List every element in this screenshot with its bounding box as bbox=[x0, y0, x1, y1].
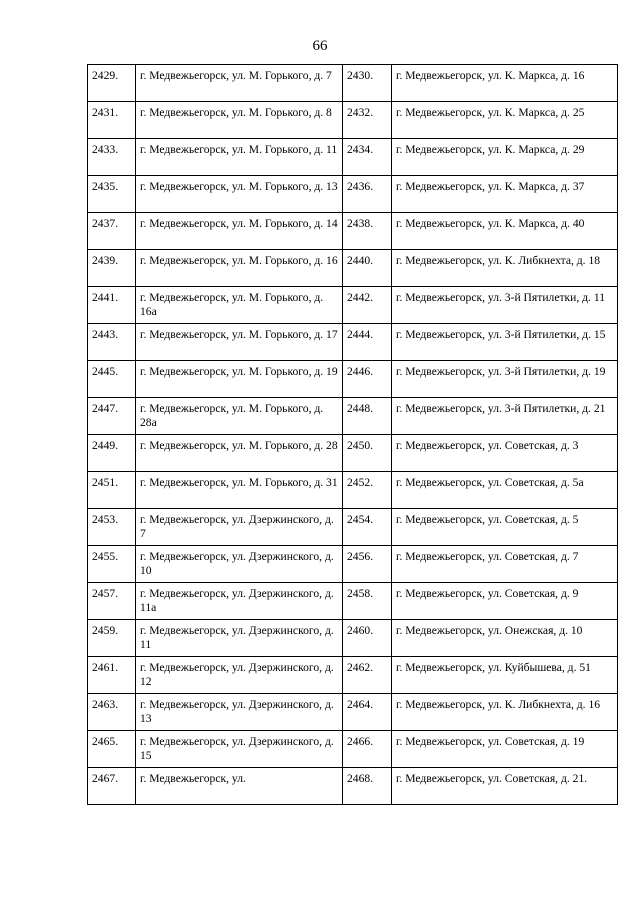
entry-number-left: 2461. bbox=[88, 657, 136, 694]
address-left: г. Медвежьегорск, ул. М. Горького, д. 19 bbox=[136, 361, 343, 398]
entry-number-right: 2448. bbox=[343, 398, 392, 435]
table-row bbox=[88, 472, 618, 509]
entry-number-right: 2468. bbox=[343, 768, 392, 805]
entry-number-left: 2467. bbox=[88, 768, 136, 805]
table-row bbox=[88, 65, 618, 102]
entry-number-right: 2436. bbox=[343, 176, 392, 213]
table-row bbox=[88, 361, 618, 398]
entry-number-right: 2446. bbox=[343, 361, 392, 398]
entry-number-right: 2438. bbox=[343, 213, 392, 250]
entry-number-left: 2457. bbox=[88, 583, 136, 620]
entry-number-left: 2443. bbox=[88, 324, 136, 361]
entry-number-right: 2442. bbox=[343, 287, 392, 324]
entry-number-right: 2464. bbox=[343, 694, 392, 731]
entry-number-left: 2449. bbox=[88, 435, 136, 472]
address-left: г. Медвежьегорск, ул. М. Горького, д. 8 bbox=[136, 102, 343, 139]
table-row bbox=[88, 102, 618, 139]
address-right: г. Медвежьегорск, ул. К. Либкнехта, д. 18 bbox=[392, 250, 618, 287]
table-row bbox=[88, 768, 618, 805]
entry-number-right: 2444. bbox=[343, 324, 392, 361]
table-row bbox=[88, 139, 618, 176]
address-left: г. Медвежьегорск, ул. М. Горького, д. 13 bbox=[136, 176, 343, 213]
address-right: г. Медвежьегорск, ул. К. Маркса, д. 29 bbox=[392, 139, 618, 176]
address-left: г. Медвежьегорск, ул. Дзержинского, д. 11 bbox=[136, 620, 343, 657]
address-left: г. Медвежьегорск, ул. М. Горького, д. 28 bbox=[136, 435, 343, 472]
address-left: г. Медвежьегорск, ул. Дзержинского, д. 11а bbox=[136, 583, 343, 620]
entry-number-left: 2437. bbox=[88, 213, 136, 250]
address-left: г. Медвежьегорск, ул. М. Горького, д. 7 bbox=[136, 65, 343, 102]
entry-number-right: 2430. bbox=[343, 65, 392, 102]
entry-number-right: 2440. bbox=[343, 250, 392, 287]
address-right: г. Медвежьегорск, ул. Советская, д. 5а bbox=[392, 472, 618, 509]
address-right: г. Медвежьегорск, ул. Советская, д. 21. bbox=[392, 768, 618, 805]
table-row bbox=[88, 398, 618, 435]
address-table bbox=[87, 64, 618, 805]
address-right: г. Медвежьегорск, ул. Советская, д. 19 bbox=[392, 731, 618, 768]
address-left: г. Медвежьегорск, ул. М. Горького, д. 28а bbox=[136, 398, 343, 435]
entry-number-left: 2465. bbox=[88, 731, 136, 768]
address-left: г. Медвежьегорск, ул. Дзержинского, д. 15 bbox=[136, 731, 343, 768]
table-row bbox=[88, 694, 618, 731]
address-left: г. Медвежьегорск, ул. М. Горького, д. 14 bbox=[136, 213, 343, 250]
entry-number-right: 2450. bbox=[343, 435, 392, 472]
address-right: г. Медвежьегорск, ул. К. Маркса, д. 37 bbox=[392, 176, 618, 213]
entry-number-left: 2451. bbox=[88, 472, 136, 509]
entry-number-right: 2466. bbox=[343, 731, 392, 768]
address-right: г. Медвежьегорск, ул. Куйбышева, д. 51 bbox=[392, 657, 618, 694]
entry-number-left: 2441. bbox=[88, 287, 136, 324]
address-right: г. Медвежьегорск, ул. 3-й Пятилетки, д. 11 bbox=[392, 287, 618, 324]
entry-number-left: 2445. bbox=[88, 361, 136, 398]
entry-number-right: 2434. bbox=[343, 139, 392, 176]
entry-number-right: 2458. bbox=[343, 583, 392, 620]
address-left: г. Медвежьегорск, ул. bbox=[136, 768, 343, 805]
entry-number-right: 2454. bbox=[343, 509, 392, 546]
address-left: г. Медвежьегорск, ул. М. Горького, д. 11 bbox=[136, 139, 343, 176]
address-right: г. Медвежьегорск, ул. 3-й Пятилетки, д. 21 bbox=[392, 398, 618, 435]
table-row bbox=[88, 324, 618, 361]
entry-number-right: 2460. bbox=[343, 620, 392, 657]
table-row bbox=[88, 731, 618, 768]
entry-number-left: 2455. bbox=[88, 546, 136, 583]
entry-number-right: 2432. bbox=[343, 102, 392, 139]
table-row bbox=[88, 287, 618, 324]
table-row bbox=[88, 546, 618, 583]
entry-number-left: 2429. bbox=[88, 65, 136, 102]
table-row bbox=[88, 250, 618, 287]
address-left: г. Медвежьегорск, ул. Дзержинского, д. 7 bbox=[136, 509, 343, 546]
address-left: г. Медвежьегорск, ул. Дзержинского, д. 12 bbox=[136, 657, 343, 694]
entry-number-right: 2462. bbox=[343, 657, 392, 694]
address-right: г. Медвежьегорск, ул. К. Либкнехта, д. 16 bbox=[392, 694, 618, 731]
table-row bbox=[88, 620, 618, 657]
page-number: 66 bbox=[312, 38, 328, 54]
entry-number-left: 2435. bbox=[88, 176, 136, 213]
address-left: г. Медвежьегорск, ул. М. Горького, д. 16а bbox=[136, 287, 343, 324]
entry-number-left: 2447. bbox=[88, 398, 136, 435]
table-row bbox=[88, 583, 618, 620]
table-row bbox=[88, 213, 618, 250]
address-right: г. Медвежьегорск, ул. К. Маркса, д. 25 bbox=[392, 102, 618, 139]
table-row bbox=[88, 176, 618, 213]
table-row bbox=[88, 509, 618, 546]
table-row bbox=[88, 657, 618, 694]
table-row bbox=[88, 435, 618, 472]
entry-number-left: 2433. bbox=[88, 139, 136, 176]
address-left: г. Медвежьегорск, ул. М. Горького, д. 17 bbox=[136, 324, 343, 361]
address-left: г. Медвежьегорск, ул. Дзержинского, д. 13 bbox=[136, 694, 343, 731]
address-right: г. Медвежьегорск, ул. 3-й Пятилетки, д. 19 bbox=[392, 361, 618, 398]
address-right: г. Медвежьегорск, ул. К. Маркса, д. 16 bbox=[392, 65, 618, 102]
entry-number-left: 2453. bbox=[88, 509, 136, 546]
address-right: г. Медвежьегорск, ул. Советская, д. 7 bbox=[392, 546, 618, 583]
entry-number-right: 2452. bbox=[343, 472, 392, 509]
entry-number-left: 2439. bbox=[88, 250, 136, 287]
address-right: г. Медвежьегорск, ул. К. Маркса, д. 40 bbox=[392, 213, 618, 250]
entry-number-left: 2459. bbox=[88, 620, 136, 657]
entry-number-right: 2456. bbox=[343, 546, 392, 583]
address-left: г. Медвежьегорск, ул. М. Горького, д. 16 bbox=[136, 250, 343, 287]
address-left: г. Медвежьегорск, ул. М. Горького, д. 31 bbox=[136, 472, 343, 509]
address-left: г. Медвежьегорск, ул. Дзержинского, д. 10 bbox=[136, 546, 343, 583]
entry-number-left: 2431. bbox=[88, 102, 136, 139]
address-right: г. Медвежьегорск, ул. Советская, д. 3 bbox=[392, 435, 618, 472]
address-right: г. Медвежьегорск, ул. Советская, д. 9 bbox=[392, 583, 618, 620]
address-right: г. Медвежьегорск, ул. 3-й Пятилетки, д. 15 bbox=[392, 324, 618, 361]
entry-number-left: 2463. bbox=[88, 694, 136, 731]
address-right: г. Медвежьегорск, ул. Онежская, д. 10 bbox=[392, 620, 618, 657]
address-right: г. Медвежьегорск, ул. Советская, д. 5 bbox=[392, 509, 618, 546]
address-table-body bbox=[88, 65, 618, 805]
